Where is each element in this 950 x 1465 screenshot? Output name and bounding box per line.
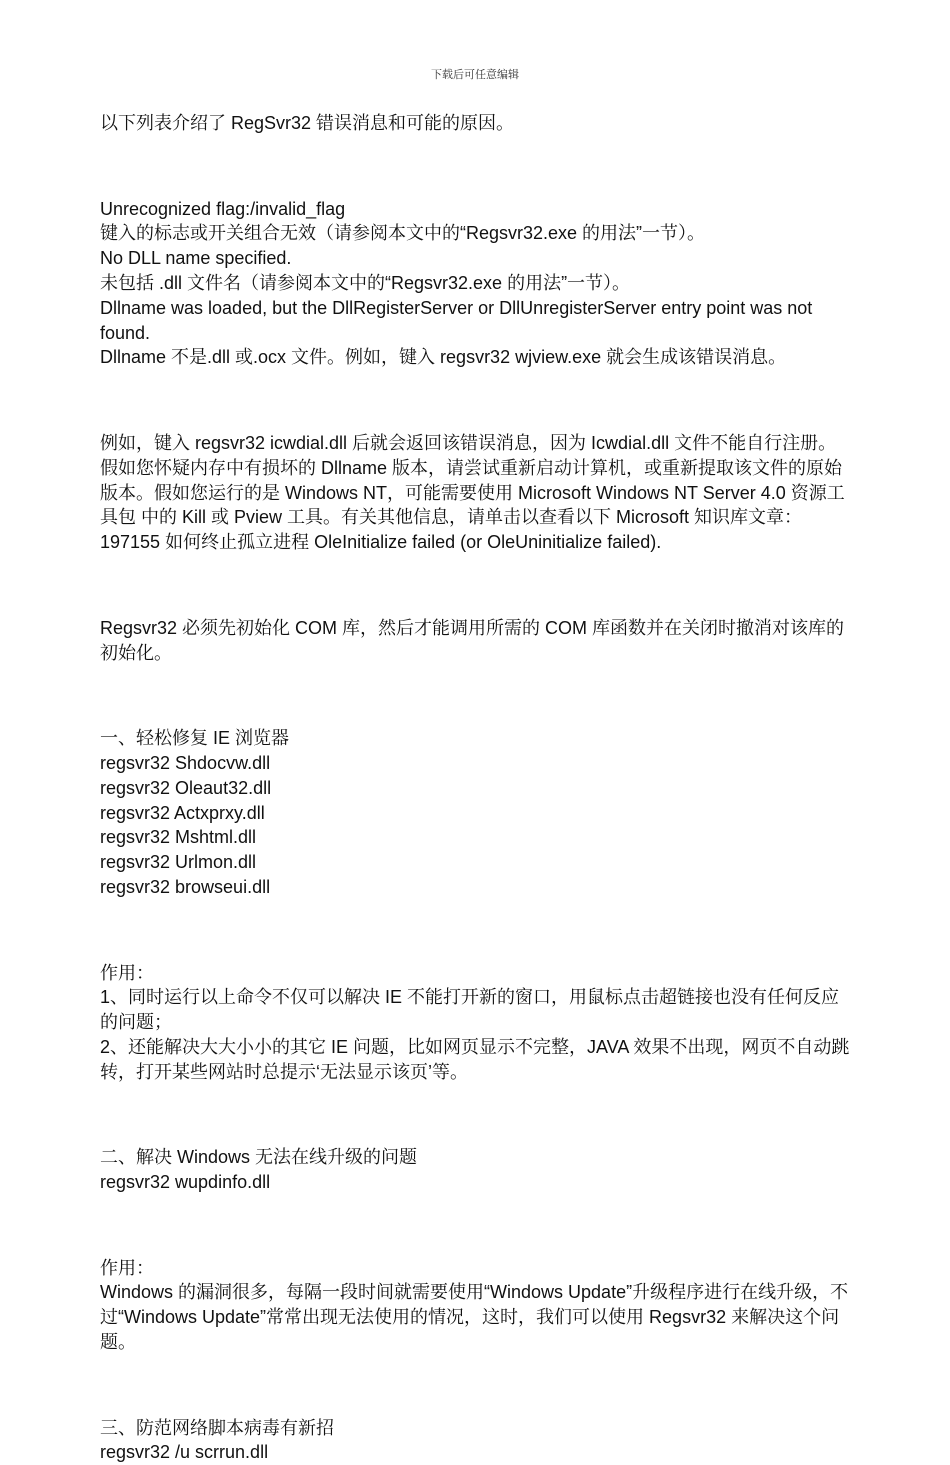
paragraph: 2、还能解决大大小小的其它 IE 问题，比如网页显示不完整，JAVA 效果不出现，网页不自动跳转，打开某些网站时总提示‘无法显示该页’等。 (100, 1036, 850, 1082)
paragraph: 键入的标志或开关组合无效（请参阅本文中的“Regsvr32.exe 的用法”一节）。 (100, 223, 706, 244)
paragraph-spacer (100, 573, 852, 598)
paragraph: 例如，键入 regsvr32 icwdial.dll 后就会返回该错误消息，因为 Icwdial.dll 文件不能自行注册。假如您怀疑内存中有损坏的 Dllname 版本，请尝试重新启动计算机，或重新提取该文件的原始版本。假如您运行的是 Windows NT，可能需要使用 Microsoft Windows NT Server 4.0 资源工具包 中的 Kill 或 Pview 工具。有关其他信息，请单击以查看以下 Microsoft 知识库文章：197155 如何终止孤立进程 OleInitialize failed (or OleUninitialize failed). (100, 432, 845, 553)
paragraph: Regsvr32 必须先初始化 COM 库，然后才能调用所需的 COM 库函数并在关闭时撤消对该库的初始化。 (100, 617, 845, 663)
paragraph: 以下列表介绍了 RegSvr32 错误消息和可能的原因。 (100, 113, 515, 133)
paragraph: 作用： (100, 1257, 154, 1278)
paragraph-spacer (100, 918, 852, 943)
paragraph: regsvr32 Oleaut32.dll (100, 777, 272, 798)
paragraph-spacer (100, 1103, 852, 1128)
paragraph: regsvr32 /u scrrun.dll (100, 1442, 269, 1463)
paragraph-spacer (100, 154, 852, 179)
paragraph: Windows 的漏洞很多，每隔一段时间就需要使用“Windows Update”升级程序进行在线升级，不过“Windows Update”常常出现无法使用的情况，这时，我们可以使用 Regsvr32 来解决这个问题。 (100, 1282, 849, 1353)
paragraph: regsvr32 Urlmon.dll (100, 852, 257, 873)
paragraph: regsvr32 wupdinfo.dll (100, 1172, 271, 1193)
paragraph-spacer (100, 1373, 852, 1398)
paragraph: regsvr32 Actxprxy.dll (100, 802, 265, 823)
paragraph-spacer (100, 388, 852, 413)
paragraph: 1、同时运行以上命令不仅可以解决 IE 不能打开新的窗口，用鼠标点击超链接也没有任何反应的问题； (100, 987, 840, 1033)
paragraph: regsvr32 browseui.dll (100, 876, 271, 897)
paragraph: 一、轻松修复 IE 浏览器 (100, 728, 290, 749)
paragraph: 未包括 .dll 文件名（请参阅本文中的“Regsvr32.exe 的用法”一节）。 (100, 272, 631, 293)
paragraph: 作用： (100, 962, 154, 983)
paragraph: 三、防范网络脚本病毒有新招 (100, 1417, 334, 1438)
paragraph: regsvr32 Mshtml.dll (100, 827, 257, 848)
paragraph: No DLL name specified. (100, 248, 292, 269)
paragraph: Unrecognized flag:/invalid_flag (100, 198, 346, 219)
paragraph-spacer (100, 683, 852, 708)
paragraph: regsvr32 Shdocvw.dll (100, 752, 271, 773)
paragraph: Dllname 不是.dll 或.ocx 文件。例如，键入 regsvr32 wjview.exe 就会生成该错误消息。 (100, 347, 787, 368)
paragraph-spacer (100, 1213, 852, 1238)
page-header: 下载后可任意编辑 (431, 68, 519, 81)
paragraph: 二、解决 Windows 无法在线升级的问题 (100, 1147, 418, 1168)
document-body (100, 111, 852, 1465)
paragraph: Dllname was loaded, but the DllRegisterServer or DllUnregisterServer entry point was not found. (100, 297, 818, 343)
